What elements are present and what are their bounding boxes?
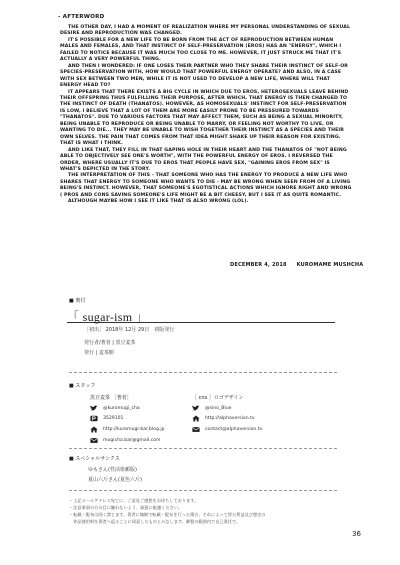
colophon-title-row <box>67 306 335 323</box>
author-pixiv-text: 3529101 <box>103 416 124 421</box>
note-line: ・上記メールアドレス宛てに、ご意見ご感想をお待ちしております。 <box>69 498 199 503</box>
staff-heading: ■ スタッフ <box>69 383 96 389</box>
designer-email-text: contact@alphaversion.tv <box>205 427 263 432</box>
afterword-paragraph: THE INTERPRETATION OF THIS - THAT SOMEONE WHO HAS THE ENERGY TO PRODUCE A NEW LIFE WHO SHARES THAT ENERGY TO SOMEONE WHO WANTS TO DIE - MAY BE WRONG WHEN SEEN FROM OF A LIVING BEING'S INSTINCT. HOWEVER, THAT SOMEONE'S EGOTISTICAL ACTIONS WHICH IGNORE RIGHT AND WRONG ( PROS AND CONS SAVING SOMEONE'S LIFE MIGHT BE A BIT CHEESY, BUT I SEE IT AS QUITE ROMANTIC. <box>60 173 352 198</box>
afterword-heading: - AFTERWORD <box>58 14 105 20</box>
designer-name: ［ cns ］ロゴデザイン <box>192 395 244 401</box>
book-title: 「 sugar-ism 」 <box>67 310 148 324</box>
afterword-paragraph: AND LIKE THAT, THEY FILL IN THAT GAPING HOLE IN THEIR HEART AND THE THANATOS OF "NOT BEING ABLE TO OBJECTIVELY SEE ONE'S WORTH", WITH THE POWERFUL ENERGY OF EROS. I REVERSED THE ORDER, WHERE USUALLY IT'S DUE TO EROS THAT PEOPLE HAVE SEX, "GAINING EROS FROM SEX" IS WHAT'S DEPICTED IN THE STORY. <box>60 147 347 172</box>
twitter-icon <box>90 405 98 412</box>
author-email[interactable] <box>90 437 161 444</box>
designer-email[interactable] <box>192 426 262 433</box>
afterword-paragraph: ALTHOUGH MAYBE HOW I SEE IT LIKE THAT IS ALSO WRONG (LOL). <box>68 199 249 205</box>
afterword-author: KUROMAME MUSHCHA <box>296 262 364 268</box>
twitter-icon <box>192 405 200 412</box>
printer-line: 発行 | 麦茶館 <box>84 350 114 356</box>
author-website[interactable] <box>90 426 165 433</box>
note-line: 作品使用料を著者へ返ることに同意したものとみなします。御覧の範囲内で自己責任で。 <box>69 519 241 525</box>
author-twitter[interactable] <box>90 405 140 412</box>
mail-icon <box>90 437 98 444</box>
colophon-label: ■ 奥付 <box>69 298 86 304</box>
afterword-paragraph: AND THEN I WONDERED: IF ONE LOSES THEIR PARTNER WHO THEY SHARE THEIR INSTINCT OF SELF-OR SPECIES-PRESERVATION WITH, HOW WOULD THAT POWERFUL ENERGY OPERATE? AND ALSO, IN A CASE WITH SEX BETWEEN TWO MEN, WHILE IT IS NOT USED TO DEVELOP A NEW LIFE, WHERE WILL THAT ENERGY HEAD TO? <box>60 63 349 89</box>
thanks-name: ゆもさん(性活依頼版) <box>88 467 137 473</box>
publisher-line: 発行者/著者 | 黒豆麦茶 <box>84 340 136 346</box>
designer-twitter-text: @sino_Blue <box>205 406 232 411</box>
home-icon <box>192 415 200 422</box>
home-icon <box>90 426 98 433</box>
note-line: ・注意事項の方の目に触れないよう、取扱に配慮ください。 <box>69 505 183 511</box>
author-twitter-text: @kuromugi_cha <box>103 406 140 411</box>
afterword-paragraph: IT APPEARS THAT THERE EXISTS A BIG CYCLE IN WHICH DUE TO EROS, HETEROSEXUALS LEAVE BEHIND THEIR OFFSPRING THUS FULFILLING THEIR PURPOSE, AFTER WHICH, THAT ENERGY IS THEN CHANGED TO THE INSTINCT OF DEATH (THANATOS). HOWEVER, AS HOMOSEXUALS' INSTINCT FOR SELF-PRESERVATION IS LOW, I BELIEVE THAT A LOT OF THEM ARE MORE EASILY PRONE TO BE PRESSURED TOWARDS "THANATOS". DUE TO VARIOUS FACTORS THAT MAY AFFECT THEM, SUCH AS BEING A SEXUAL MINORITY, BEING UNABLE TO REPRODUCE OR BEING UNABLE TO MARRY, OR FEELING NOT WORTHY TO LIVE, OR WANTING TO DIE... THEY MAY BE UNABLE TO WISH TOGETHER THEIR INSTINCT AS A SPECIES AND THEIR OWN SELVES. THE PAIN THAT COMES FROM THAT IDEA MIGHT SHAKE UP THEIR REASON FOR EXISTING. THAT IS WHAT I THINK. <box>60 89 349 147</box>
author-name: 黒豆麦茶 ［著者］ <box>90 395 132 401</box>
author-email-text: mugicha.bar@gmail.com <box>103 438 161 443</box>
page-number: 36 <box>352 530 361 538</box>
afterword-body <box>60 25 352 206</box>
designer-twitter[interactable] <box>192 405 231 412</box>
afterword-date: DECEMBER 4, 2018 <box>230 262 287 268</box>
designer-website[interactable] <box>192 415 255 422</box>
thanks-name: 夏山六斤さん(夏色六斤) <box>88 477 142 483</box>
afterword-signature <box>230 262 363 268</box>
author-website-text: http://kuromugi-bar.blog.jp <box>103 427 165 432</box>
publication-date: ［初出］ 2018年 12月 29日 初版発行 <box>84 327 175 333</box>
afterword-paragraph: IT'S POSSIBLE FOR A NEW LIFE TO BE BORN FROM THE ACT OF REPRODUCTION BETWEEN HUMAN MALES AND FEMALES, AND THAT INSTINCT OF SELF-PRESERVATION (EROS) HAS AN "ENERGY", WHICH I FAILED TO NOTICE BECAUSE IT WAS MUCH TOO CLOSE TO ME. HOWEVER, IT JUST STRUCK ME THAT IT'S ACTUALLY A VERY POWERFUL THING. <box>60 37 342 63</box>
author-pixiv[interactable] <box>90 415 123 422</box>
divider <box>69 448 337 449</box>
afterword-paragraph: THE OTHER DAY, I HAD A MOMENT OF REALIZATION WHERE MY PERSONAL UNDERSTANDING OF SEXUAL DESIRE AND REPRODUCTION WAS CHANGED. <box>60 25 351 37</box>
designer-website-text: http://alphaversion.tv <box>205 416 255 421</box>
divider <box>69 490 337 491</box>
note-line: ・転載・配布は固く禁じます。著者に無断で転載・配布を行った場合、それによって得た利益及び想定の <box>69 512 266 518</box>
mail-icon <box>192 426 200 433</box>
thanks-heading: ■ スペシャルサンクス <box>69 456 120 462</box>
pixiv-icon <box>90 415 98 422</box>
notes-block <box>69 497 349 525</box>
divider <box>69 372 337 373</box>
